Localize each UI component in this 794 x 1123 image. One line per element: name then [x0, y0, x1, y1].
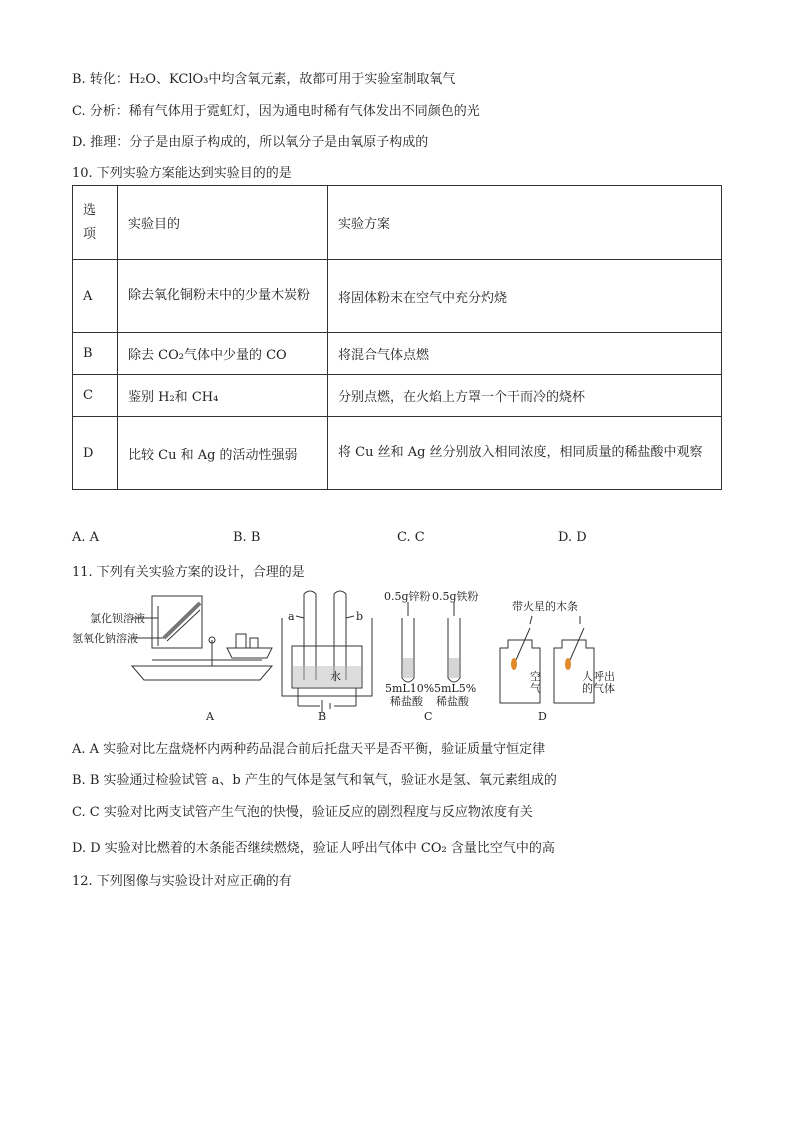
- table-row: [73, 375, 722, 417]
- q10-table: [72, 185, 722, 490]
- q10-option-d[interactable]: D. D: [558, 530, 587, 545]
- label-a: a: [288, 610, 295, 623]
- row-goal: 鉴别 H₂和 CH₄: [118, 375, 328, 417]
- balance-base: [132, 666, 272, 680]
- label-acid2-bot: 稀盐酸: [436, 695, 469, 708]
- label-b: b: [356, 610, 364, 623]
- q11-answer-a[interactable]: A. A 实验对比左盘烧杯内两种药品混合前后托盘天平是否平衡，验证质量守恒定律: [72, 742, 546, 757]
- q10-option-a[interactable]: A. A: [72, 530, 100, 545]
- header-option: 选项: [73, 186, 118, 260]
- table-row: [73, 333, 722, 375]
- row-option: B: [73, 333, 118, 375]
- label-air-2: 气: [530, 682, 541, 695]
- row-option: C: [73, 375, 118, 417]
- table-header-row: [73, 186, 722, 260]
- q12-stem: 12. 下列图像与实验设计对应正确的有: [72, 874, 292, 889]
- header-goal: 实验目的: [118, 186, 328, 260]
- row-plan: 将固体粉末在空气中充分灼烧: [328, 260, 722, 333]
- table-row: [73, 260, 722, 333]
- flame-icons: [511, 658, 571, 670]
- label-naoh: 氢氧化钠溶液: [72, 632, 138, 645]
- row-plan: 将 Cu 丝和 Ag 丝分别放入相同浓度，相同质量的稀盐酸中观察: [328, 417, 722, 490]
- beaker-left: [152, 596, 202, 648]
- table-row: [73, 417, 722, 490]
- q10-option-b[interactable]: B. B: [233, 530, 261, 545]
- label-acid1-bot: 稀盐酸: [390, 695, 423, 708]
- q10-options: [72, 530, 722, 548]
- label-acid2-top: 5mL5%: [434, 682, 477, 695]
- flame-icon: [511, 658, 517, 670]
- label-breath-2: 的气体: [582, 682, 615, 695]
- label-zinc: 0.5g锌粉: [384, 590, 431, 603]
- caption-a: A: [206, 710, 214, 723]
- q11-answer-d[interactable]: D. D 实验对比燃着的木条能否继续燃烧，验证人呼出气体中 CO₂ 含量比空气中的高: [72, 841, 555, 856]
- q10-option-c[interactable]: C. C: [397, 530, 425, 545]
- row-goal: 比较 Cu 和 Ag 的活动性强弱: [118, 417, 328, 490]
- header-plan: 实验方案: [328, 186, 722, 260]
- row-plan: 将混合气体点燃: [328, 333, 722, 375]
- q11-figure: [72, 588, 615, 723]
- row-plan: 分别点燃，在火焰上方罩一个干而冷的烧杯: [328, 375, 722, 417]
- flame-icon: [565, 658, 571, 670]
- q9-option-b: B. 转化：H₂O、KClO₃中均含氧元素，故都可用于实验室制取氧气: [72, 72, 456, 87]
- q9-option-d: D. 推理：分子是由原子构成的，所以氧分子是由氧原子构成的: [72, 135, 429, 150]
- label-water: 水: [330, 670, 341, 683]
- q10-stem: 10. 下列实验方案能达到实验目的的是: [72, 166, 292, 181]
- row-option: A: [73, 260, 118, 333]
- q11-answer-b[interactable]: B. B 实验通过检验试管 a、b 产生的气体是氢气和氧气，验证水是氢、氧元素组成的: [72, 773, 557, 788]
- label-bacl2: 氯化钡溶液: [90, 612, 145, 625]
- label-air-1: 空: [530, 670, 541, 683]
- caption-c: C: [424, 710, 433, 723]
- label-stick: 带火星的木条: [512, 600, 578, 613]
- label-acid1-top: 5mL10%: [385, 682, 435, 695]
- row-option: D: [73, 417, 118, 490]
- q11-stem: 11. 下列有关实验方案的设计，合理的是: [72, 565, 305, 580]
- label-breath-1: 人呼出: [582, 670, 615, 683]
- row-goal: 除去 CO₂气体中少量的 CO: [118, 333, 328, 375]
- label-iron: 0.5g铁粉: [432, 590, 479, 603]
- q11-answer-c[interactable]: C. C 实验对比两支试管产生气泡的快慢，验证反应的剧烈程度与反应物浓度有关: [72, 805, 533, 820]
- caption-d: D: [538, 710, 547, 723]
- caption-b: B: [318, 710, 327, 723]
- row-goal: 除去氧化铜粉末中的少量木炭粉: [118, 260, 328, 333]
- q9-option-c: C. 分析：稀有气体用于霓虹灯，因为通电时稀有气体发出不同颜色的光: [72, 104, 480, 119]
